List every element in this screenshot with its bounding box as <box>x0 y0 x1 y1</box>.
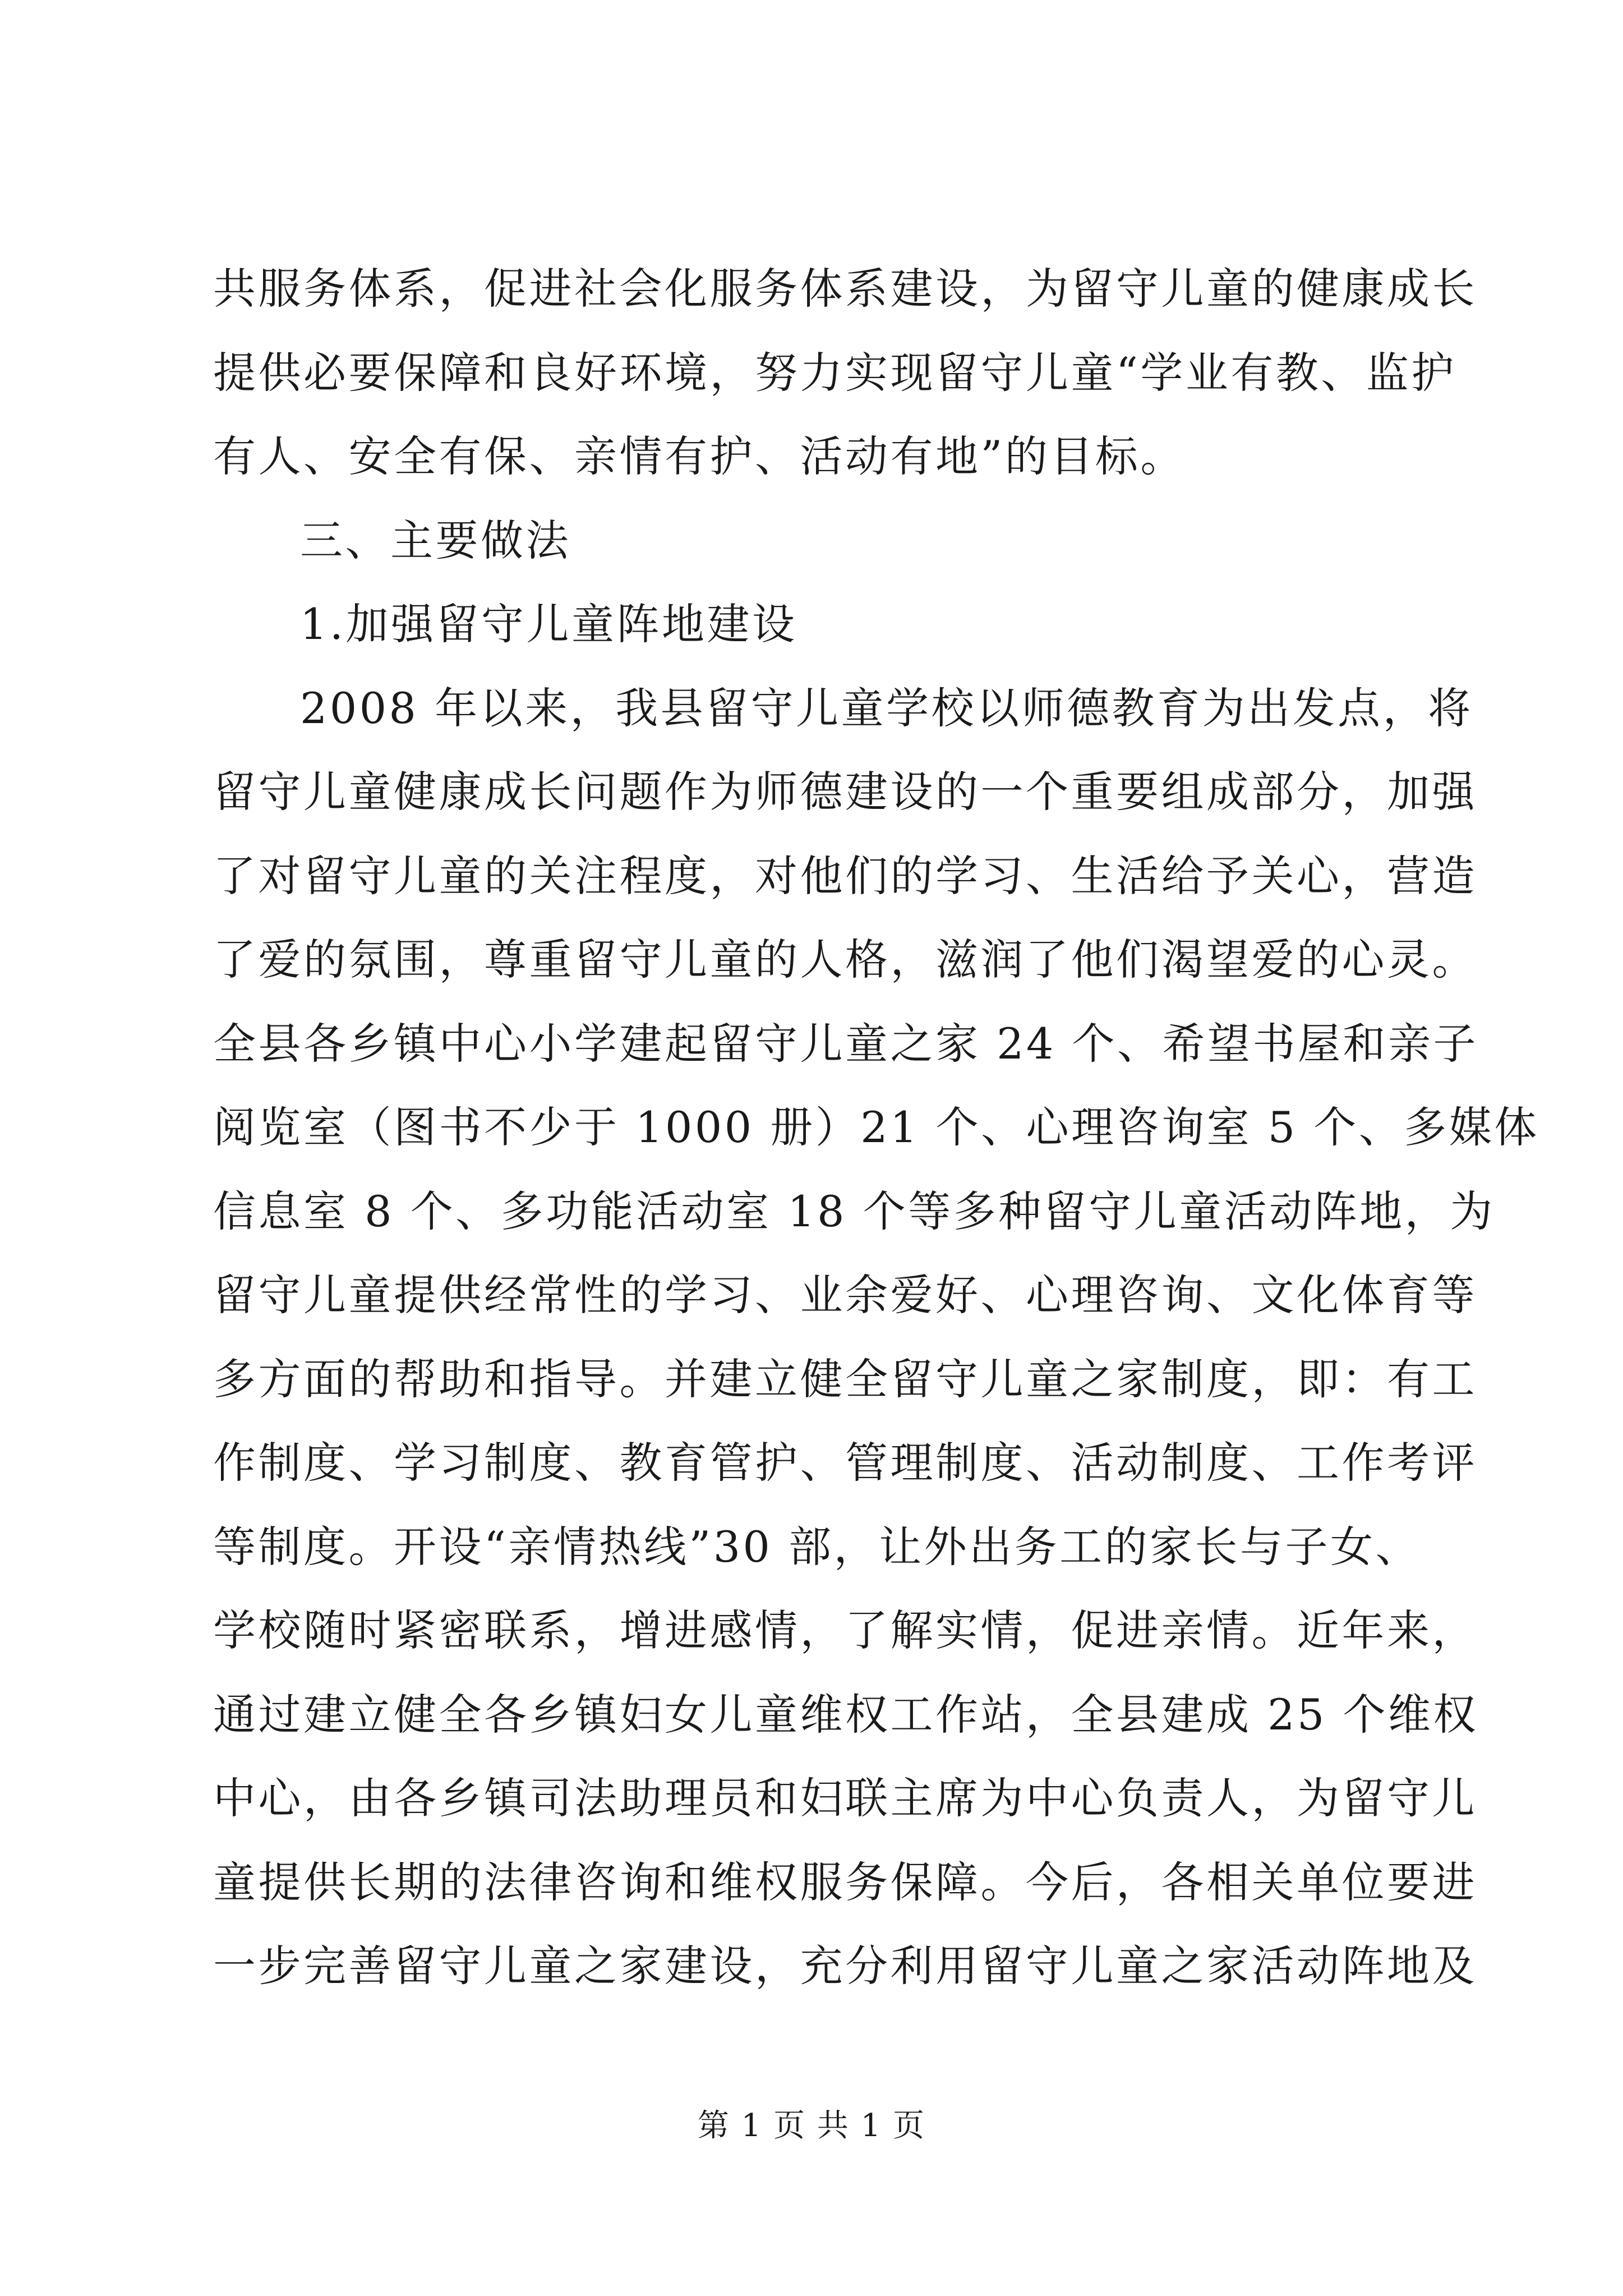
subsection-heading: 1.加强留守儿童阵地建设 <box>300 599 797 649</box>
body-line: 有人、安全有保、亲情有护、活动有地”的目标。 <box>213 431 1186 481</box>
body-line: 提供必要保障和良好环境，努力实现留守儿童“学业有教、监护 <box>213 347 1456 398</box>
body-line: 通过建立健全各乡镇妇女儿童维权工作站，全县建成 25 个维权 <box>213 1689 1479 1740</box>
page-number-label: 第 1 页 共 1 页 <box>697 2108 926 2144</box>
body-line: 童提供长期的法律咨询和维权服务保障。今后，各相关单位要进 <box>213 1857 1477 1907</box>
section-heading: 三、主要做法 <box>300 515 571 565</box>
body-line: 了对留守儿童的关注程度，对他们的学习、生活给予关心，营造 <box>213 850 1477 901</box>
body-line: 留守儿童健康成长问题作为师德建设的一个重要组成部分，加强 <box>213 767 1477 817</box>
body-line: 了爱的氛围，尊重留守儿童的人格，滋润了他们渴望爱的心灵。 <box>213 935 1477 984</box>
body-line: 多方面的帮助和指导。并建立健全留守儿童之家制度，即：有工 <box>213 1354 1477 1404</box>
document-body <box>213 247 1539 2008</box>
page-footer <box>0 2101 1623 2146</box>
body-line: 学校随时紧密联系，增进感情，了解实情，促进亲情。近年来， <box>213 1605 1477 1655</box>
body-line: 阅览室（图书不少于 1000 册）21 个、心理咨询室 5 个、多媒体 <box>213 1102 1539 1152</box>
body-line: 信息室 8 个、多功能活动室 18 个等多种留守儿童活动阵地，为 <box>213 1186 1495 1236</box>
body-line: 留守儿童提供经常性的学习、业余爱好、心理咨询、文化体育等 <box>213 1270 1477 1320</box>
body-line: 等制度。开设“亲情热线”30 部，让外出务工的家长与子女、 <box>213 1521 1421 1572</box>
body-line: 中心，由各乡镇司法助理员和妇联主席为中心负责人，为留守儿 <box>213 1773 1477 1823</box>
body-line: 一步完善留守儿童之家建设，充分利用留守儿童之家活动阵地及 <box>213 1941 1477 1991</box>
body-line: 共服务体系，促进社会化服务体系建设，为留守儿童的健康成长 <box>213 264 1477 314</box>
body-line: 2008 年以来，我县留守儿童学校以师德教育为出发点，将 <box>300 683 1473 733</box>
body-line: 作制度、学习制度、教育管护、管理制度、活动制度、工作考评 <box>213 1438 1477 1488</box>
body-line: 全县各乡镇中心小学建起留守儿童之家 24 个、希望书屋和亲子 <box>213 1018 1479 1069</box>
